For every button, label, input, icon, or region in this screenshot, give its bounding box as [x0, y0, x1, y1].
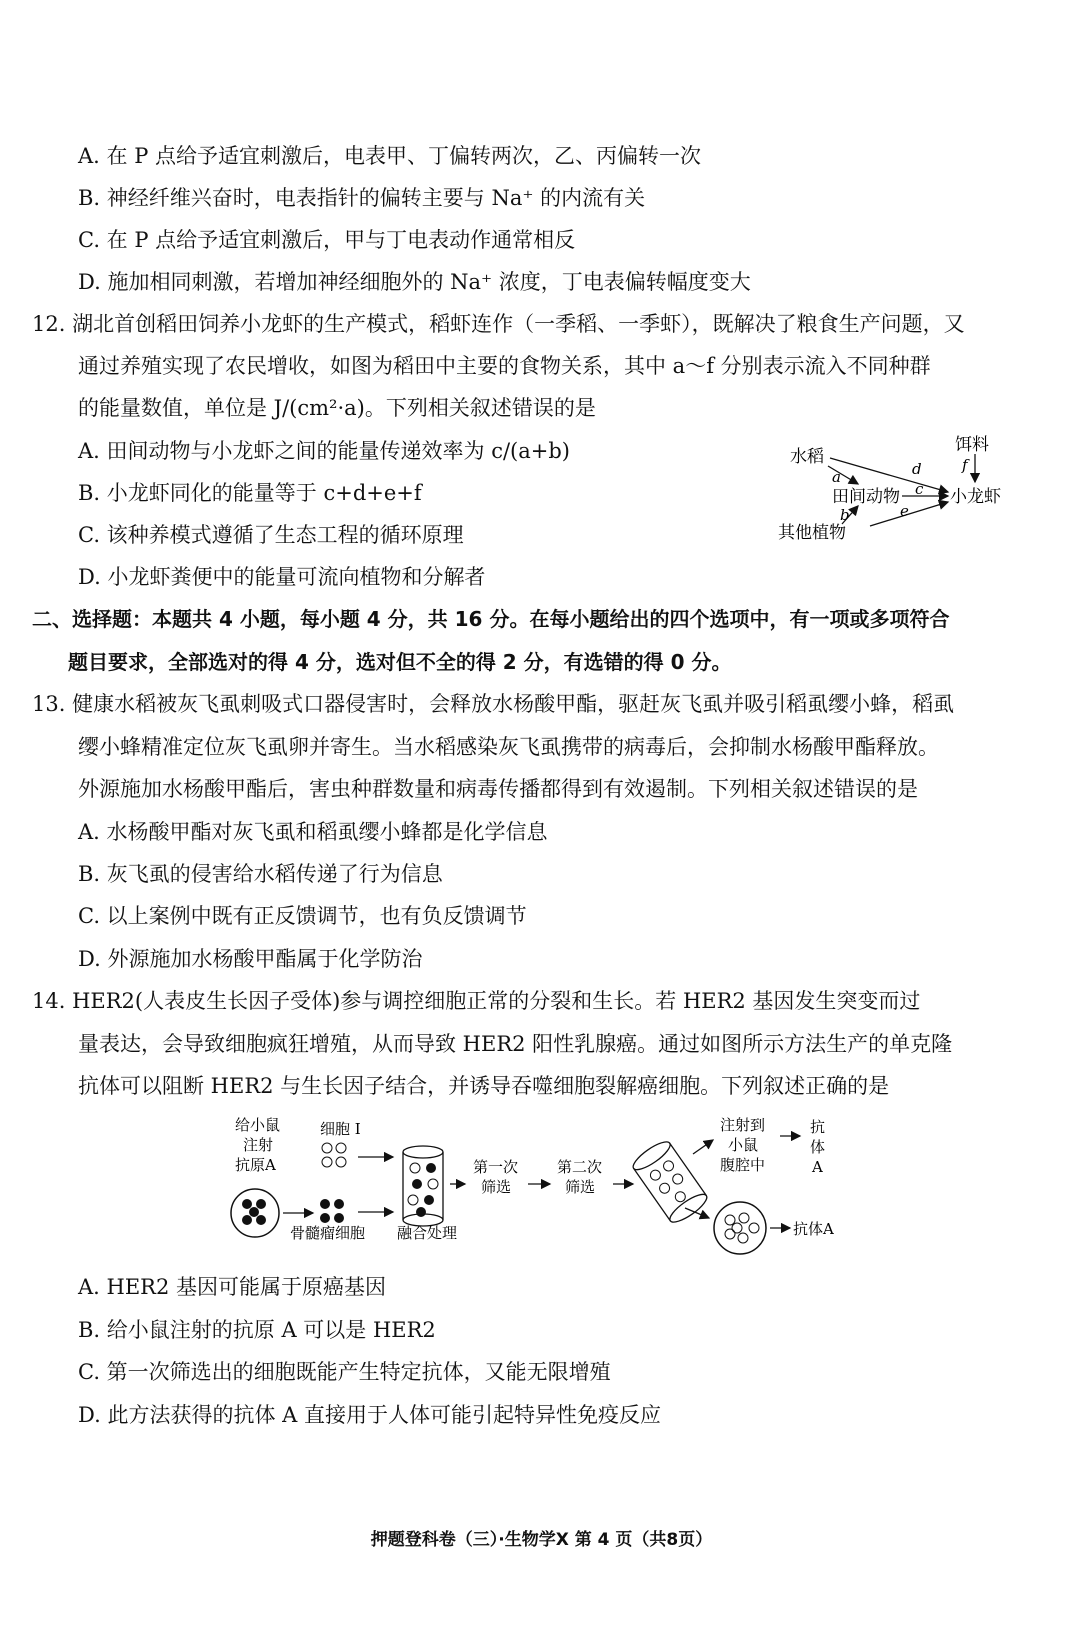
antibody-label-3: A [812, 1158, 823, 1176]
label-a: a [832, 468, 841, 486]
q13-option-b: B. 灰飞虱的侵害给水稻传递了行为信息 [78, 862, 443, 886]
q12-stem-line3: 的能量数值，单位是 J/(cm²·a)。下列相关叙述错误的是 [78, 396, 596, 420]
label-d: d [912, 460, 922, 478]
culture-dish [714, 1202, 766, 1254]
myeloma-dish-cells [242, 1199, 266, 1225]
rice-label: 水稻 [790, 447, 824, 467]
food-web-diagram [770, 430, 1040, 550]
q14-option-b: B. 给小鼠注射的抗原 A 可以是 HER2 [78, 1318, 436, 1342]
q14-option-c: C. 第一次筛选出的细胞既能产生特定抗体，又能无限增殖 [78, 1360, 611, 1384]
page-footer: 押题登科卷（三）·生物学X 第 4 页（共8页） [370, 1530, 713, 1550]
myeloma-label: 骨髓瘤细胞 [290, 1224, 366, 1242]
culture-dish-cells [725, 1213, 759, 1243]
inject-label-2: 注射 [243, 1136, 274, 1154]
monoclonal-antibody-diagram [225, 1112, 855, 1257]
q14-option-d: D. 此方法获得的抗体 A 直接用于人体可能引起特异性免疫反应 [78, 1403, 661, 1427]
myeloma-cells [320, 1199, 344, 1223]
screen2-label-a: 第二次 [557, 1158, 603, 1176]
feed-label: 饵料 [955, 435, 989, 455]
q12-stem-line2: 通过养殖实现了农民增收，如图为稻田中主要的食物关系，其中 a～f 分别表示流入不同种群 [78, 354, 931, 378]
section2-header-line2: 题目要求，全部选对的得 4 分，选对但不全的得 2 分，有选错的得 0 分。 [68, 650, 732, 674]
q14-stem-line3: 抗体可以阻断 HER2 与生长因子结合，并诱导吞噬细胞裂解癌细胞。下列叙述正确的是 [78, 1074, 890, 1098]
q13-stem-line1: 13. 健康水稻被灰飞虱刺吸式口器侵害时，会释放水杨酸甲酯，驱赶灰飞虱并吸引稻虱缨小蜂，稻虱 [32, 692, 955, 716]
mouse-label-1: 注射到 [720, 1116, 766, 1134]
label-b: b [840, 506, 850, 524]
mouse-label-2: 小鼠 [728, 1136, 759, 1154]
label-e: e [900, 502, 909, 520]
q12-option-b: B. 小龙虾同化的能量等于 c+d+e+f [78, 481, 422, 505]
spleen-cells [322, 1143, 346, 1167]
q11-option-b: B. 神经纤维兴奋时，电表指针的偏转主要与 Na⁺ 的内流有关 [78, 186, 646, 210]
q13-option-c: C. 以上案例中既有正反馈调节，也有负反馈调节 [78, 904, 527, 928]
screen1-label-b: 筛选 [481, 1178, 512, 1196]
screen1-label-a: 第一次 [473, 1158, 519, 1176]
q11-option-d: D. 施加相同刺激，若增加神经细胞外的 Na⁺ 浓度，丁电表偏转幅度变大 [78, 270, 751, 294]
q12-stem-line1: 12. 湖北首创稻田饲养小龙虾的生产模式，稻虾连作（一季稻、一季虾），既解决了粮食生产问题，又 [32, 312, 965, 336]
other-plants-label: 其他植物 [778, 523, 846, 543]
label-c: c [915, 480, 924, 498]
fusion-tube [403, 1146, 443, 1226]
q12-option-d: D. 小龙虾粪便中的能量可流向植物和分解者 [78, 565, 486, 589]
q14-stem-line2: 量表达，会导致细胞疯狂增殖，从而导致 HER2 阳性乳腺癌。通过如图所示方法生产的单克隆 [78, 1032, 953, 1056]
q14-option-a: A. HER2 基因可能属于原癌基因 [78, 1275, 387, 1299]
q12-option-c: C. 该种养模式遵循了生态工程的循环原理 [78, 523, 464, 547]
q13-stem-line2: 缨小蜂精准定位灰飞虱卵并寄生。当水稻感染灰飞虱携带的病毒后，会抑制水杨酸甲酯释放。 [78, 735, 939, 759]
antibody-label-1: 抗 [810, 1118, 826, 1136]
crayfish-label: 小龙虾 [950, 487, 1001, 507]
q13-option-d: D. 外源施加水杨酸甲酯属于化学防治 [78, 947, 423, 971]
fusion-label: 融合处理 [397, 1224, 458, 1242]
field-animals-label: 田间动物 [832, 487, 900, 507]
q11-option-a: A. 在 P 点给予适宜刺激后，电表甲、丁偏转两次，乙、丙偏转一次 [78, 144, 701, 168]
section2-header-line1: 二、选择题：本题共 4 小题，每小题 4 分，共 16 分。在每小题给出的四个选项中，有一项或多项符合 [32, 607, 950, 631]
inject-label-3: 抗原A [235, 1156, 276, 1174]
q14-stem-line1: 14. HER2(人表皮生长因子受体)参与调控细胞正常的分裂和生长。若 HER2 基因发生突变而过 [32, 989, 921, 1013]
antibody-a-label: 抗体A [793, 1220, 834, 1238]
screen2-label-b: 筛选 [565, 1178, 596, 1196]
q13-option-a: A. 水杨酸甲酯对灰飞虱和稻虱缨小蜂都是化学信息 [78, 820, 548, 844]
q11-option-c: C. 在 P 点给予适宜刺激后，甲与丁电表动作通常相反 [78, 228, 576, 252]
cell-i-label: 细胞 I [320, 1120, 361, 1138]
inject-label-1: 给小鼠 [235, 1116, 281, 1134]
q13-stem-line3: 外源施加水杨酸甲酯后，害虫种群数量和病毒传播都得到有效遏制。下列相关叙述错误的是 [78, 777, 918, 801]
label-f: f [962, 456, 968, 474]
mouse-label-3: 腹腔中 [720, 1156, 766, 1174]
q12-option-a: A. 田间动物与小龙虾之间的能量传递效率为 c/(a+b) [78, 439, 570, 463]
antibody-label-2: 体 [810, 1138, 826, 1156]
